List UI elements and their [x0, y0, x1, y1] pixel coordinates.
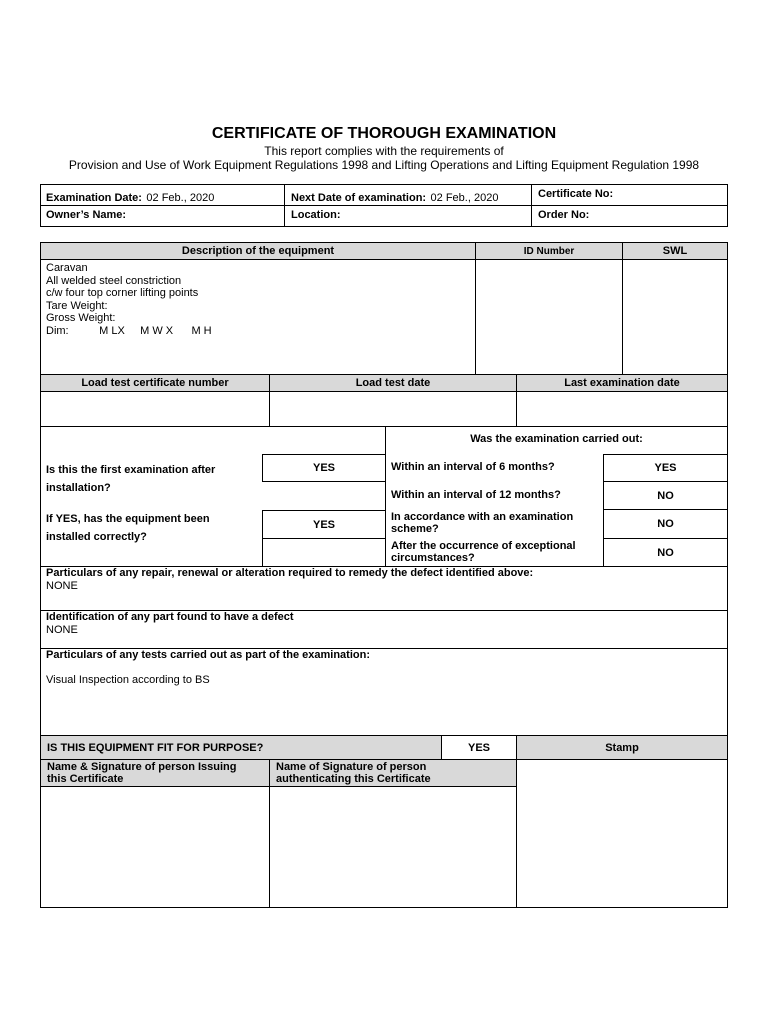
- fit-for-purpose-question: IS THIS EQUIPMENT FIT FOR PURPOSE?: [40, 735, 442, 760]
- first-exam-answer: YES: [262, 454, 386, 482]
- cert-no-label: Certificate No:: [538, 188, 614, 200]
- defect-label: Identification of any part found to have a defect: [46, 611, 294, 623]
- issuer-header: Name & Signature of person Issuing this Certificate: [40, 759, 270, 787]
- location-label: Location:: [291, 209, 341, 221]
- interval-6-answer: YES: [603, 454, 728, 482]
- tests-value: Visual Inspection according to BS: [46, 674, 210, 686]
- exceptional-question: After the occurrence of exceptional circumstances?: [391, 540, 576, 564]
- repair-label: Particulars of any repair, renewal or alteration required to remedy the defect identified above:: [46, 567, 534, 579]
- installed-correctly-question: If YES, has the equipment been installed correctly?: [46, 513, 210, 543]
- swl-header: SWL: [622, 242, 728, 260]
- issuer-signature-cell: [40, 786, 270, 908]
- page-title: CERTIFICATE OF THOROUGH EXAMINATION: [211, 125, 557, 142]
- equipment-description-text: Caravan All welded steel constriction c/w four top corner lifting points Tare Weight: Gross Weight: Dim: M LX M W X M H: [46, 262, 212, 337]
- owner-name-label: Owner’s Name:: [46, 209, 127, 221]
- authenticator-header: Name of Signature of person authenticating this Certificate: [269, 759, 517, 787]
- exam-date-value: 02 Feb., 2020: [146, 192, 215, 204]
- scheme-question: In accordance with an examination scheme?: [391, 511, 574, 535]
- repair-value: NONE: [46, 580, 78, 592]
- tests-label: Particulars of any tests carried out as part of the examination:: [46, 649, 370, 661]
- last-exam-date-cell: [516, 391, 728, 427]
- stamp-header: Stamp: [516, 735, 728, 760]
- swl-cell: [622, 259, 728, 375]
- interval-12-answer: NO: [603, 481, 728, 510]
- subtitle-line-1: This report complies with the requirements of: [264, 144, 504, 158]
- load-test-date-cell: [269, 391, 517, 427]
- next-date-value: 02 Feb., 2020: [430, 192, 499, 204]
- installed-correctly-answer: YES: [262, 510, 386, 539]
- id-number-cell: [475, 259, 623, 375]
- exam-date-field: Examination Date: 02 Feb., 2020: [46, 192, 215, 204]
- load-test-cert-header: Load test certificate number: [40, 374, 270, 392]
- authenticator-signature-cell: [269, 786, 517, 908]
- equipment-description-header: Description of the equipment: [40, 242, 476, 260]
- subtitle-line-2: Provision and Use of Work Equipment Regulations 1998 and Lifting Operations and Lifting Equipment Regulation 1998: [68, 158, 700, 172]
- scheme-answer: NO: [603, 509, 728, 539]
- defect-value: NONE: [46, 624, 78, 636]
- interval-12-question: Within an interval of 12 months?: [391, 489, 561, 501]
- exceptional-answer: NO: [603, 538, 728, 567]
- load-test-date-header: Load test date: [269, 374, 517, 392]
- first-exam-question: Is this the first examination after installation?: [46, 464, 216, 494]
- interval-6-question: Within an interval of 6 months?: [391, 461, 555, 473]
- id-number-header: ID Number: [475, 242, 623, 260]
- stamp-cell: [516, 759, 728, 908]
- installed-blank-cell: [262, 538, 386, 567]
- last-exam-date-header: Last examination date: [516, 374, 728, 392]
- fit-for-purpose-answer: YES: [441, 735, 517, 760]
- load-test-cert-cell: [40, 391, 270, 427]
- tests-section: [40, 648, 728, 736]
- order-no-label: Order No:: [538, 209, 590, 221]
- next-date-field: Next Date of examination: 02 Feb., 2020: [291, 192, 499, 204]
- carried-out-header: Was the examination carried out:: [470, 433, 643, 445]
